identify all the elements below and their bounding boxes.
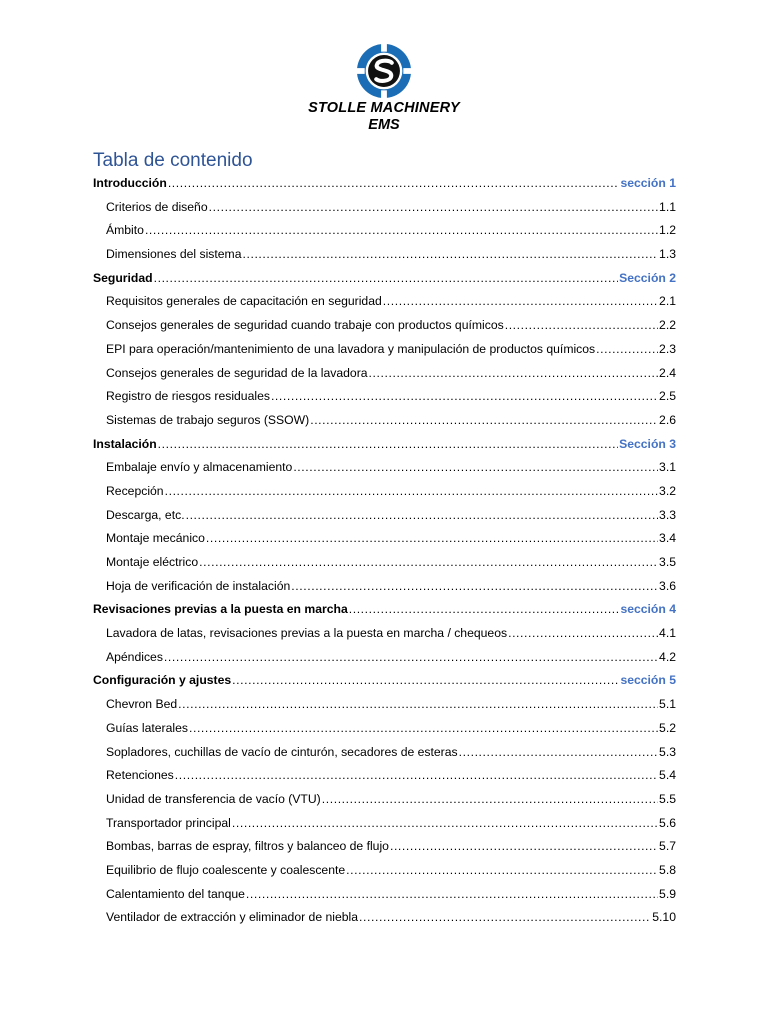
toc-dot-leader: [346, 859, 658, 883]
toc-entry-title: Transportador principal: [106, 815, 231, 830]
toc-dot-leader: [175, 764, 658, 788]
company-division: EMS: [368, 117, 400, 133]
toc-dot-leader: [206, 527, 658, 551]
table-of-contents: [93, 172, 676, 930]
toc-dot-leader: [349, 598, 620, 622]
toc-subsection-entry[interactable]: [93, 883, 676, 907]
toc-page-number: sección 1: [620, 176, 676, 190]
toc-dot-leader: [145, 219, 658, 243]
toc-dot-leader: [293, 456, 658, 480]
toc-dot-leader: [508, 622, 658, 646]
company-logo-block: [0, 42, 768, 133]
toc-subsection-entry[interactable]: [93, 362, 676, 386]
toc-page-number: 2.1: [659, 294, 676, 309]
toc-subsection-entry[interactable]: [93, 527, 676, 551]
toc-entry-title: Configuración y ajustes: [93, 673, 232, 688]
toc-subsection-entry[interactable]: [93, 812, 676, 836]
toc-dot-leader: [154, 267, 619, 291]
toc-page-number: 3.2: [659, 483, 676, 498]
toc-subsection-entry[interactable]: [93, 741, 676, 765]
toc-subsection-entry[interactable]: [93, 338, 676, 362]
toc-page-number: 5.4: [659, 768, 676, 783]
toc-entry-title: Ventilador de extracción y eliminador de niebla: [106, 910, 359, 925]
toc-entry-title: Dimensiones del sistema: [106, 247, 242, 262]
toc-entry-title: Instalación: [93, 436, 157, 451]
toc-page-number: 3.1: [659, 460, 676, 475]
toc-dot-leader: [505, 314, 658, 338]
toc-entry-title: EPI para operación/mantenimiento de una lavadora y manipulación de productos químicos: [106, 341, 596, 356]
toc-dot-leader: [271, 385, 658, 409]
company-name: STOLLE MACHINERY: [308, 100, 460, 116]
toc-page-number: 5.9: [659, 886, 676, 901]
toc-page-number: sección 5: [620, 673, 676, 688]
toc-page-number: 3.5: [659, 555, 676, 569]
toc-entry-title: Chevron Bed: [106, 697, 178, 712]
toc-entry-title: Montaje mecánico: [106, 531, 205, 546]
toc-page-number: 5.8: [659, 862, 676, 877]
toc-page-number: 2.2: [659, 318, 676, 333]
toc-page-number: 1.1: [659, 199, 676, 214]
toc-entry-title: Montaje eléctrico: [106, 555, 199, 569]
toc-dot-leader: [310, 409, 658, 433]
toc-dot-leader: [369, 362, 659, 386]
toc-subsection-entry[interactable]: [93, 504, 676, 528]
toc-section-entry[interactable]: [93, 433, 676, 457]
toc-dot-leader: [242, 243, 658, 267]
toc-page-number: 1.3: [659, 247, 676, 262]
toc-entry-title: Lavadora de latas, revisaciones previas a la puesta en marcha / chequeos: [106, 626, 508, 641]
toc-subsection-entry[interactable]: [93, 314, 676, 338]
toc-entry-title: Calentamiento del tanque: [106, 886, 245, 901]
toc-subsection-entry[interactable]: [93, 622, 676, 646]
toc-entry-title: Introducción: [93, 176, 167, 190]
toc-entry-title: Equilibrio de flujo coalescente y coalescente: [106, 862, 346, 877]
toc-subsection-entry[interactable]: [93, 788, 676, 812]
toc-subsection-entry[interactable]: [93, 385, 676, 409]
toc-subsection-entry[interactable]: [93, 859, 676, 883]
toc-page-number: 5.6: [659, 815, 676, 830]
toc-entry-title: Recepción: [106, 483, 164, 498]
toc-entry-title: Consejos generales de seguridad de la lavadora: [106, 365, 368, 380]
toc-dot-leader: [232, 812, 658, 836]
toc-dot-leader: [246, 883, 658, 907]
toc-subsection-entry[interactable]: [93, 551, 676, 575]
toc-entry-title: Registro de riesgos residuales: [106, 389, 270, 404]
toc-dot-leader: [359, 906, 651, 930]
toc-subsection-entry[interactable]: [93, 290, 676, 314]
toc-entry-title: Bombas, barras de espray, filtros y balanceo de flujo: [106, 839, 389, 854]
toc-entry-title: Seguridad: [93, 270, 153, 285]
toc-subsection-entry[interactable]: [93, 219, 676, 243]
toc-page-number: 2.5: [659, 389, 676, 404]
toc-entry-title: Guías laterales: [106, 720, 188, 735]
toc-section-entry[interactable]: [93, 172, 676, 196]
toc-subsection-entry[interactable]: [93, 196, 676, 220]
toc-dot-leader: [291, 575, 658, 599]
toc-dot-leader: [158, 433, 618, 457]
toc-dot-leader: [168, 172, 620, 196]
toc-page-number: 2.4: [659, 365, 676, 380]
toc-page-number: Sección 3: [619, 436, 676, 451]
toc-page-number: Sección 2: [619, 270, 676, 285]
toc-subsection-entry[interactable]: [93, 693, 676, 717]
toc-dot-leader: [459, 741, 658, 765]
toc-page-number: 5.1: [659, 697, 676, 712]
toc-dot-leader: [189, 717, 658, 741]
toc-dot-leader: [390, 835, 658, 859]
toc-dot-leader: [186, 504, 658, 528]
toc-section-entry[interactable]: [93, 669, 676, 693]
toc-subsection-entry[interactable]: [93, 835, 676, 859]
toc-entry-title: Retenciones: [106, 768, 174, 783]
toc-page-number: 3.4: [659, 531, 676, 546]
toc-page-number: 5.7: [659, 839, 676, 854]
toc-dot-leader: [209, 196, 658, 220]
toc-subsection-entry[interactable]: [93, 906, 676, 930]
toc-page-number: 5.10: [652, 910, 676, 925]
toc-page-number: 5.3: [659, 744, 676, 759]
toc-section-entry[interactable]: [93, 598, 676, 622]
toc-entry-title: Apéndices: [106, 649, 163, 664]
toc-dot-leader: [199, 551, 658, 575]
toc-subsection-entry[interactable]: [93, 764, 676, 788]
toc-page-number: 4.2: [659, 649, 676, 664]
toc-dot-leader: [322, 788, 658, 812]
toc-subsection-entry[interactable]: [93, 646, 676, 670]
toc-entry-title: Consejos generales de seguridad cuando trabaje con productos químicos: [106, 318, 504, 333]
toc-entry-title: Unidad de transferencia de vacío (VTU): [106, 791, 321, 806]
toc-title: Tabla de contenido: [93, 150, 253, 171]
toc-subsection-entry[interactable]: [93, 717, 676, 741]
toc-dot-leader: [383, 290, 658, 314]
toc-subsection-entry[interactable]: [93, 243, 676, 267]
toc-page-number: 3.6: [659, 578, 676, 593]
toc-dot-leader: [232, 669, 619, 693]
toc-subsection-entry[interactable]: [93, 480, 676, 504]
toc-subsection-entry[interactable]: [93, 456, 676, 480]
toc-subsection-entry[interactable]: [93, 575, 676, 599]
toc-page-number: 2.6: [659, 412, 676, 427]
toc-page-number: 5.5: [659, 791, 676, 806]
toc-entry-title: Hoja de verificación de instalación: [106, 578, 291, 593]
toc-section-entry[interactable]: [93, 267, 676, 291]
toc-entry-title: Ámbito: [106, 223, 144, 238]
toc-dot-leader: [165, 480, 658, 504]
toc-entry-title: Sistemas de trabajo seguros (SSOW): [106, 412, 310, 427]
stolle-s-logo-icon: [355, 42, 413, 100]
toc-entry-title: Embalaje envío y almacenamiento: [106, 460, 293, 475]
toc-dot-leader: [596, 338, 658, 362]
toc-page-number: 1.2: [659, 223, 676, 238]
toc-page-number: 2.3: [659, 341, 676, 356]
toc-entry-title: Revisaciones previas a la puesta en marcha: [93, 602, 348, 617]
toc-entry-title: Sopladores, cuchillas de vacío de cinturón, secadores de esteras: [106, 744, 458, 759]
toc-entry-title: Criterios de diseño: [106, 199, 208, 214]
toc-dot-leader: [164, 646, 658, 670]
toc-entry-title: Requisitos generales de capacitación en seguridad: [106, 294, 382, 309]
toc-entry-title: Descarga, etc.: [106, 507, 185, 522]
toc-page-number: 3.3: [659, 507, 676, 522]
toc-page-number: 4.1: [659, 626, 676, 641]
toc-page-number: sección 4: [620, 602, 676, 617]
toc-dot-leader: [178, 693, 658, 717]
toc-page-number: 5.2: [659, 720, 676, 735]
toc-subsection-entry[interactable]: [93, 409, 676, 433]
